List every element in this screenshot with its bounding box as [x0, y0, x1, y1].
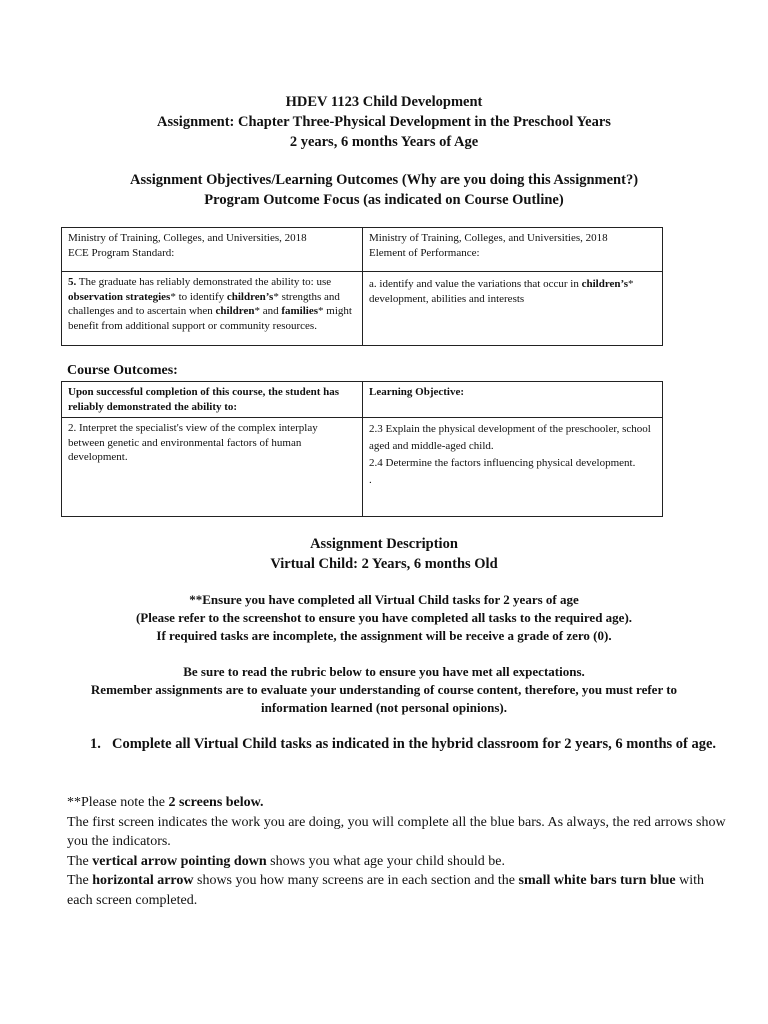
learning-objective-header: Learning Objective:	[363, 382, 663, 418]
program-outcome-focus: Program Outcome Focus (as indicated on Course Outline)	[204, 192, 564, 208]
objectives-heading	[0, 170, 768, 210]
objectives-title: Assignment Objectives/Learning Outcomes (Why are you doing this Assignment?)	[129, 172, 639, 188]
course-outcome-text: 2. Interpret the specialist's view of the complex interplay between genetic and environmental factors of human development.	[62, 418, 363, 517]
document-header	[0, 92, 768, 152]
note-line: The first screen indicates the work you are doing, you will complete all the blue bars. As always, the red arrows show you the indicators.	[67, 814, 726, 849]
course-outcomes-title: Course Outcomes:	[67, 363, 178, 378]
assignment-title: Assignment: Chapter Three-Physical Development in the Preschool Years	[157, 114, 611, 130]
ece-standard-text: 5. The graduate has reliably demonstrated the ability to: use observation strategies* to identify children’s* strengths and challenges and to ascertain when children* and families* might benefit from additional support or community resources.	[62, 272, 363, 346]
element-of-performance-header: Ministry of Training, Colleges, and Universities, 2018 Element of Performance:	[363, 228, 663, 272]
task-number: 1.	[90, 736, 101, 752]
table-row	[62, 272, 663, 346]
description-title: Assignment Description	[310, 536, 458, 552]
ministry-table	[61, 227, 663, 346]
note-line: The horizontal arrow shows you how many screens are in each section and the small white bars turn blue with each screen completed.	[67, 873, 705, 908]
description-subtitle: Virtual Child: 2 Years, 6 months Old	[270, 556, 498, 572]
age-title: 2 years, 6 months Years of Age	[289, 134, 479, 150]
table-row	[62, 382, 663, 418]
element-of-performance-text: a. identify and value the variations that occur in children’s* development, abilities and interests	[363, 272, 663, 346]
table-row	[62, 228, 663, 272]
trailing-dot: .	[369, 474, 372, 486]
table-row	[62, 418, 663, 517]
rubric-notice: Be sure to read the rubric below to ensure you have met all expectations. Remember assignments are to evaluate your understanding of course content, therefore, you must refer to information learned (not personal opinions).	[90, 664, 678, 715]
learning-objective-text	[363, 418, 663, 517]
ece-standard-header: Ministry of Training, Colleges, and Universities, 2018 ECE Program Standard:	[62, 228, 363, 272]
note-line: The vertical arrow pointing down shows you what age your child should be.	[67, 853, 505, 869]
screen-notes	[67, 793, 727, 910]
note-line: **Please note the 2 screens below.	[67, 795, 264, 810]
assignment-description	[0, 534, 768, 574]
course-outcome-header: Upon successful completion of this course, the student has reliably demonstrated the ability to:	[62, 382, 363, 418]
course-title: HDEV 1123 Child Development	[285, 94, 483, 110]
objective-2-4: 2.4 Determine the factors influencing physical development.	[369, 457, 636, 469]
objective-2-3: 2.3 Explain the physical development of the preschooler, school aged and middle-aged child.	[369, 423, 651, 452]
ensure-notice: **Ensure you have completed all Virtual Child tasks for 2 years of age (Please refer to the screenshot to ensure you have completed all tasks to the required age). If required tasks are incomplete, the assignment will be receive a grade of zero (0).	[135, 592, 633, 643]
course-outcomes-table	[61, 381, 663, 517]
task-text: Complete all Virtual Child tasks as indicated in the hybrid classroom for 2 years, 6 months of age.	[112, 736, 717, 752]
